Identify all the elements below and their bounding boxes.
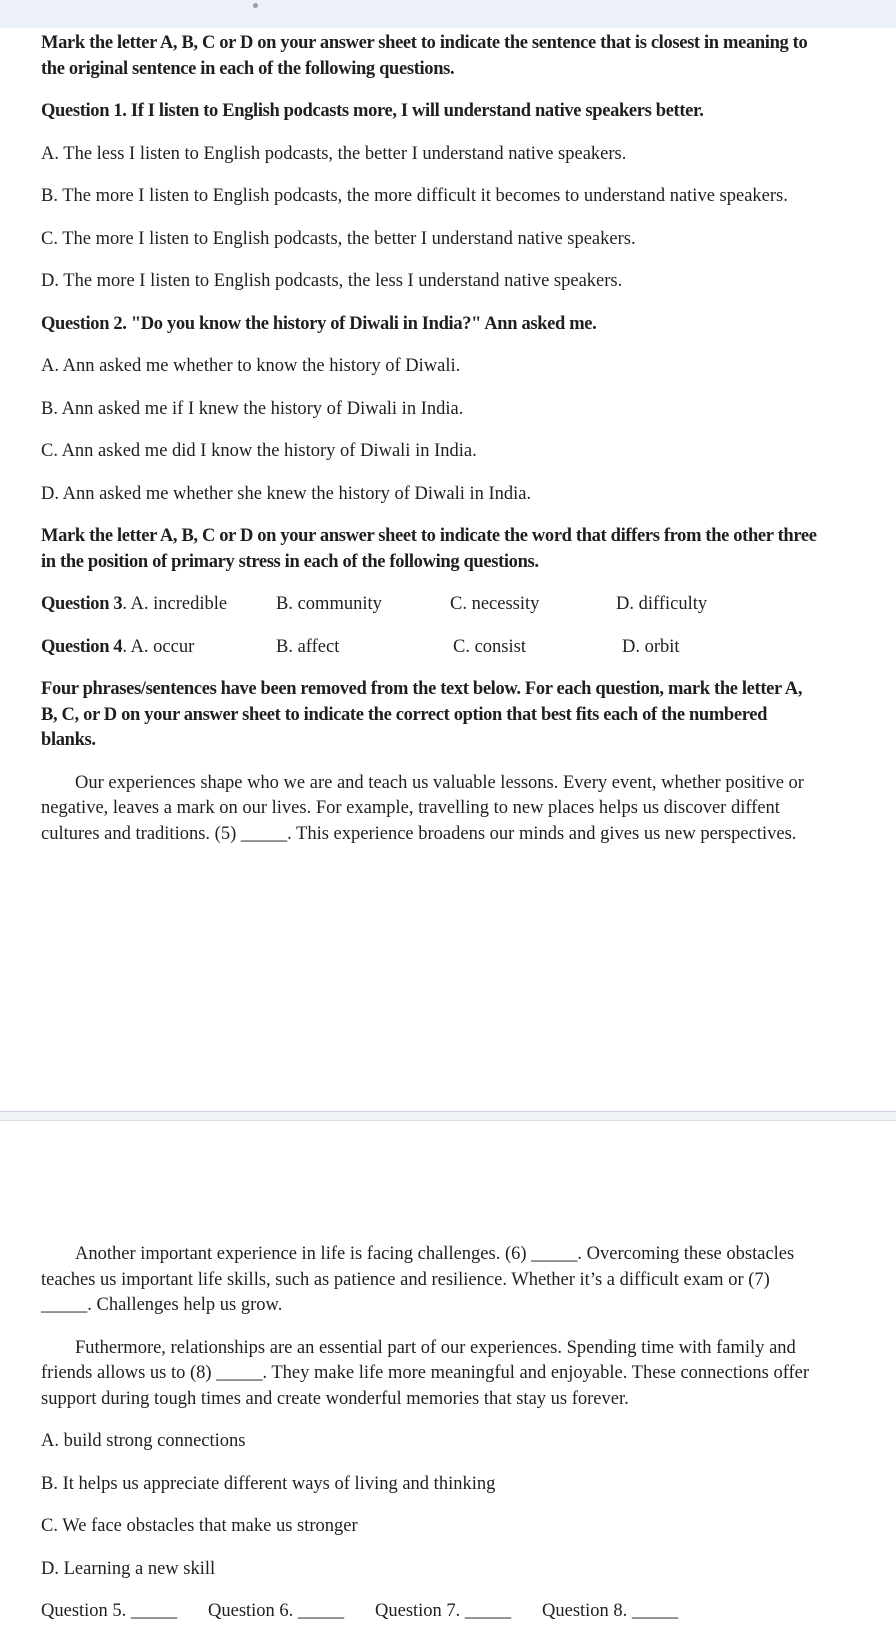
page-break <box>0 1111 896 1121</box>
document-page-2 <box>41 1242 821 1625</box>
answer-blank-question-6: Question 6. _____ <box>208 1601 345 1621</box>
ruler-marker-icon <box>253 3 258 8</box>
question-2-option-b: B. Ann asked me if I knew the history of Diwali in India. <box>41 398 464 419</box>
question-1-option-d: D. The more I listen to English podcasts, the less I understand native speakers. <box>41 271 623 291</box>
passage-paragraph-2: Another important experience in life is facing challenges. (6) _____. Overcoming these obstacles teaches us important life skills, such as patience and resilience. Whether it’s a difficult exam or (7) _____. Challenges help us grow. <box>41 1244 795 1315</box>
question-3-option-d: D. difficulty <box>616 594 708 614</box>
question-1-stem: Question 1. If I listen to English podcasts more, I will understand native speakers better. <box>41 101 704 121</box>
question-4-dot: . <box>122 636 127 657</box>
question-4-option-d: D. orbit <box>622 636 680 657</box>
question-2-option-d: D. Ann asked me whether she knew the history of Diwali in India. <box>41 483 532 504</box>
question-2-option-c: C. Ann asked me did I know the history of Diwali in India. <box>41 441 477 461</box>
passage-paragraph-1: Our experiences shape who we are and teach us valuable lessons. Every event, whether positive or negative, leaves a mark on our lives. For example, travelling to new places helps us discover diffent cultures and traditions. (5) _____. This experience broadens our minds and gives us new perspectives. <box>41 772 804 844</box>
question-3-option-a: A. incredible <box>130 594 228 614</box>
question-1-option-c: C. The more I listen to English podcasts, the better I understand native speakers. <box>41 228 636 249</box>
passage-paragraph-3: Futhermore, relationships are an essential part of our experiences. Spending time with family and friends allows us to (8) _____. They make life more meaningful and enjoyable. These connections offer support during tough times and create wonderful memories that stay us forever. <box>41 1337 810 1409</box>
question-2-stem: Question 2. "Do you know the history of Diwali in India?" Ann asked me. <box>41 313 597 334</box>
question-3-option-c: C. necessity <box>450 594 540 614</box>
question-4-option-a: A. occur <box>130 636 195 657</box>
question-3-row <box>41 592 821 618</box>
question-2-option-a: A. Ann asked me whether to know the history of Diwali. <box>41 356 461 376</box>
answer-blank-question-7: Question 7. _____ <box>375 1601 512 1621</box>
passage-option-b: B. It helps us appreciate different ways of living and thinking <box>41 1473 496 1494</box>
document-page-1 <box>41 28 821 847</box>
question-4-option-c: C. consist <box>453 636 526 657</box>
document-top-bar <box>0 0 896 28</box>
answer-blanks-row <box>41 1599 821 1625</box>
question-3-dot: . <box>122 594 127 614</box>
passage-option-d: D. Learning a new skill <box>41 1558 216 1579</box>
question-4-label: Question 4 <box>41 636 123 657</box>
passage-option-c: C. We face obstacles that make us stronger <box>41 1516 358 1536</box>
question-1-option-b: B. The more I listen to English podcasts, the more difficult it becomes to understand native speakers. <box>41 186 788 206</box>
question-4-option-b: B. affect <box>276 636 340 657</box>
question-3-label: Question 3 <box>41 594 123 614</box>
answer-blank-question-5: Question 5. _____ <box>41 1601 178 1621</box>
question-4-row <box>41 635 821 661</box>
section1-instruction: Mark the letter A, B, C or D on your answer sheet to indicate the sentence that is closest in meaning to the original sentence in each of the following questions. <box>41 33 808 79</box>
section2-instruction: Mark the letter A, B, C or D on your answer sheet to indicate the word that differs from the other three in the position of primary stress in each of the following questions. <box>41 526 817 572</box>
answer-blank-question-8: Question 8. _____ <box>542 1601 679 1621</box>
passage-option-a: A. build strong connections <box>41 1431 246 1451</box>
section3-instruction: Four phrases/sentences have been removed from the text below. For each question, mark the letter A, B, C, or D on your answer sheet to indicate the correct option that best fits each of the numbered blanks. <box>41 679 803 750</box>
question-3-option-b: B. community <box>276 594 382 614</box>
question-1-option-a: A. The less I listen to English podcasts, the better I understand native speakers. <box>41 143 627 164</box>
